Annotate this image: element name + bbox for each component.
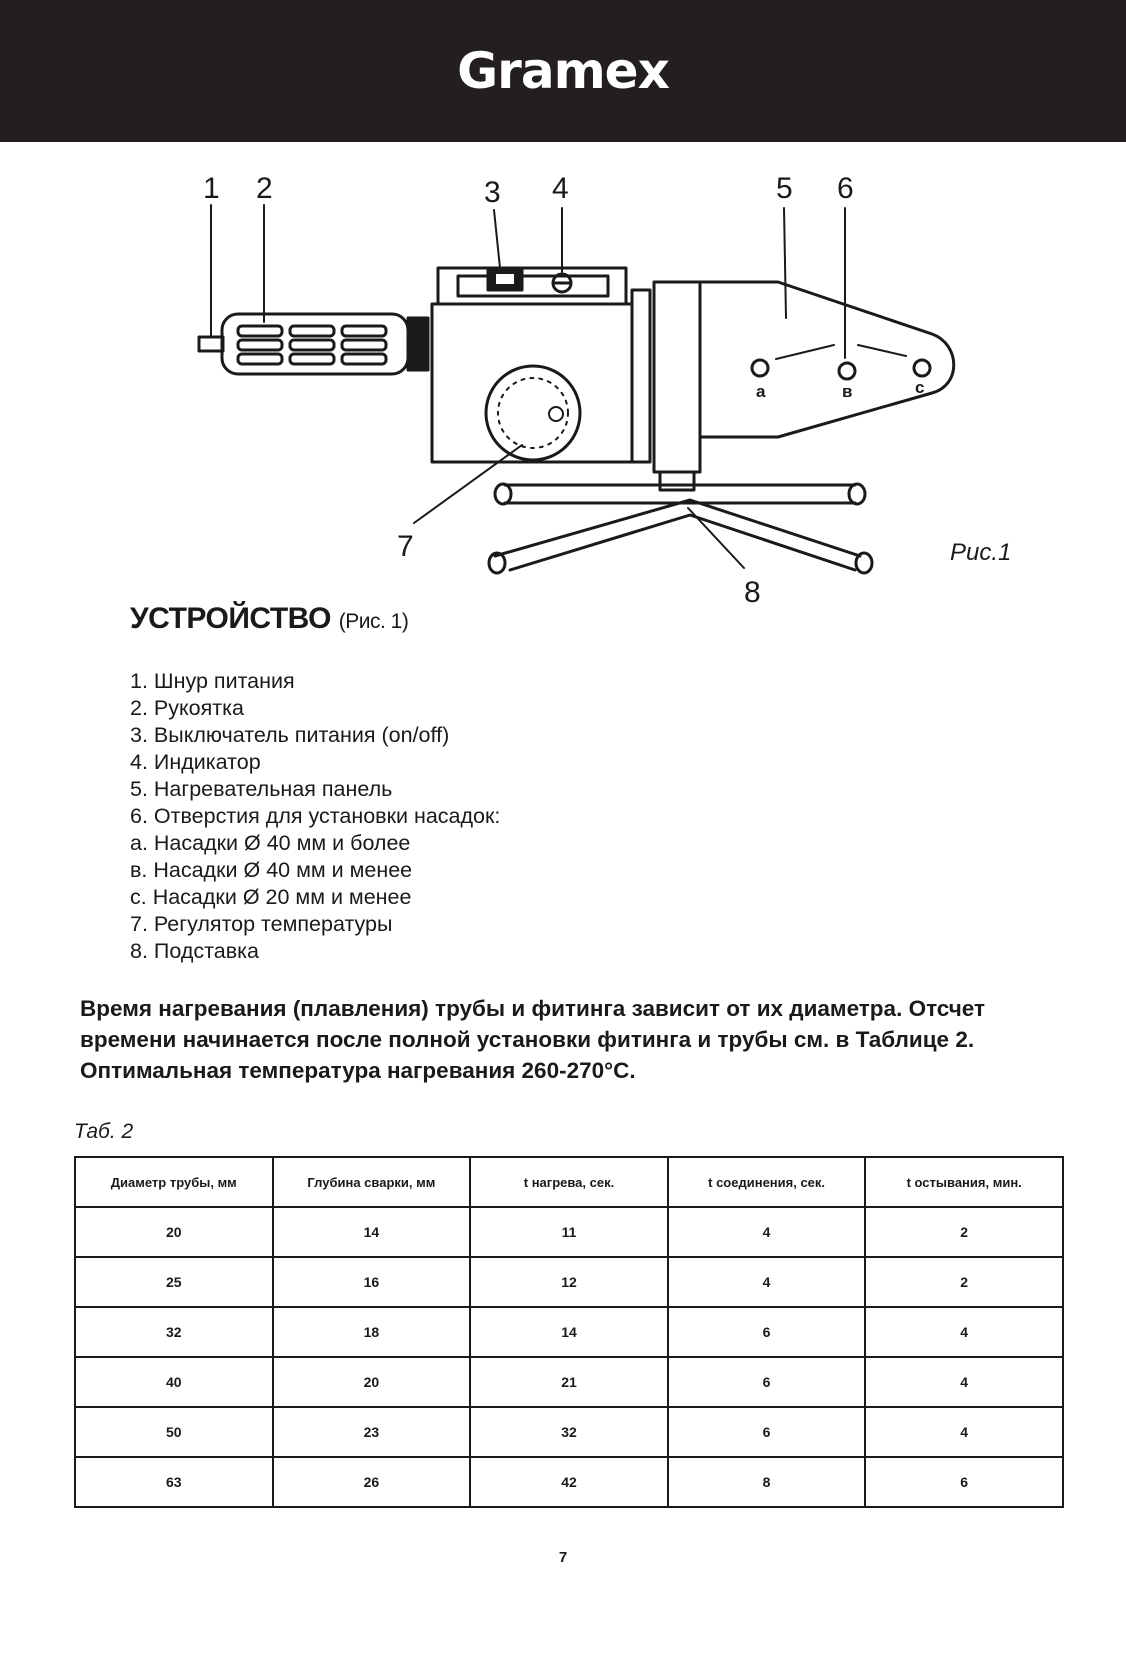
stand-drawing — [489, 484, 872, 573]
thermostat-dial-drawing — [486, 366, 580, 460]
section-title-ref: (Рис. 1) — [338, 610, 409, 633]
callout-6: 6 — [837, 172, 854, 205]
table-cell: 11 — [470, 1207, 668, 1257]
table-caption: Таб. 2 — [74, 1120, 134, 1143]
parts-list-item: с. Насадки Ø 20 мм и менее — [130, 885, 412, 909]
column-header: Глубина сварки, мм — [273, 1157, 471, 1207]
table-cell: 20 — [273, 1357, 471, 1407]
table-cell: 26 — [273, 1457, 471, 1507]
hole-label-a: a — [756, 382, 766, 401]
table-cell: 4 — [865, 1307, 1063, 1357]
table-cell: 8 — [668, 1457, 866, 1507]
section-title — [130, 602, 408, 636]
table-cell: 4 — [668, 1207, 866, 1257]
callout-2: 2 — [256, 172, 273, 205]
table-cell: 2 — [865, 1257, 1063, 1307]
section-title-text: УСТРОЙСТВО — [130, 602, 331, 635]
table-row — [75, 1457, 1063, 1507]
callout-4: 4 — [552, 172, 569, 205]
table-cell: 6 — [668, 1307, 866, 1357]
parts-list-item: 3. Выключатель питания (on/off) — [130, 723, 450, 747]
table-cell: 6 — [865, 1457, 1063, 1507]
parts-list-item: 4. Индикатор — [130, 750, 261, 774]
figure-caption: Рис.1 — [950, 539, 1012, 566]
table-cell: 50 — [75, 1407, 273, 1457]
nozzle-holes-drawing — [752, 345, 930, 379]
table-cell: 20 — [75, 1207, 273, 1257]
table-row — [75, 1357, 1063, 1407]
table-cell: 42 — [470, 1457, 668, 1507]
table-cell: 14 — [470, 1307, 668, 1357]
table-cell: 40 — [75, 1357, 273, 1407]
parts-list-item: 6. Отверстия для установки насадок: — [130, 804, 501, 828]
table-cell: 32 — [470, 1407, 668, 1457]
table-cell: 4 — [668, 1257, 866, 1307]
callout-5: 5 — [776, 172, 793, 205]
callout-8: 8 — [744, 576, 761, 609]
callout-3: 3 — [484, 176, 501, 209]
device-figure — [0, 160, 1126, 620]
table-cell: 4 — [865, 1407, 1063, 1457]
table-cell: 23 — [273, 1407, 471, 1457]
page-number: 7 — [558, 1549, 568, 1566]
callout-7: 7 — [397, 530, 414, 563]
table-header-row — [75, 1157, 1063, 1207]
body-drawing — [432, 268, 650, 462]
hole-label-c: c — [915, 378, 925, 397]
parts-list — [130, 668, 500, 965]
parts-list-item: а. Насадки Ø 40 мм и более — [130, 831, 411, 855]
table-row — [75, 1207, 1063, 1257]
column-header: t остывания, мин. — [865, 1157, 1063, 1207]
table-row — [75, 1307, 1063, 1357]
parts-list-item: 5. Нагревательная панель — [130, 777, 393, 801]
welding-times-table — [74, 1156, 1064, 1508]
handle-drawing — [222, 314, 428, 374]
callout-1: 1 — [203, 172, 220, 205]
table-cell: 18 — [273, 1307, 471, 1357]
parts-list-item: 7. Регулятор температуры — [130, 912, 393, 936]
table-cell: 14 — [273, 1207, 471, 1257]
table-cell: 32 — [75, 1307, 273, 1357]
table-cell: 12 — [470, 1257, 668, 1307]
page-header — [0, 0, 1126, 142]
parts-list-item: 2. Рукоятка — [130, 696, 244, 720]
parts-list-item: 8. Подставка — [130, 939, 259, 963]
power-switch-drawing — [488, 270, 522, 290]
table-row — [75, 1407, 1063, 1457]
heating-description: Время нагревания (плавления) трубы и фитинга зависит от их диаметра. Отсчет времени начинается после полной установки фитинга и трубы см. в Таблице 2. Оптимальная температура нагревания 260-270°С. — [80, 996, 986, 1083]
parts-list-item: 1. Шнур питания — [130, 669, 295, 693]
hole-label-v: в — [842, 382, 853, 401]
column-header: t соединения, сек. — [668, 1157, 866, 1207]
table-row — [75, 1257, 1063, 1307]
table-cell: 2 — [865, 1207, 1063, 1257]
column-header: Диаметр трубы, мм — [75, 1157, 273, 1207]
callout-leaders — [211, 205, 845, 568]
table-cell: 6 — [668, 1357, 866, 1407]
table-cell: 21 — [470, 1357, 668, 1407]
table-cell: 25 — [75, 1257, 273, 1307]
heating-plate-drawing — [654, 282, 954, 490]
table-cell: 63 — [75, 1457, 273, 1507]
parts-list-item: в. Насадки Ø 40 мм и менее — [130, 858, 413, 882]
brand-logo: Gramex — [457, 42, 669, 100]
power-cord-drawing — [199, 337, 223, 351]
table-cell: 4 — [865, 1357, 1063, 1407]
table-cell: 16 — [273, 1257, 471, 1307]
column-header: t нагрева, сек. — [470, 1157, 668, 1207]
table-cell: 6 — [668, 1407, 866, 1457]
